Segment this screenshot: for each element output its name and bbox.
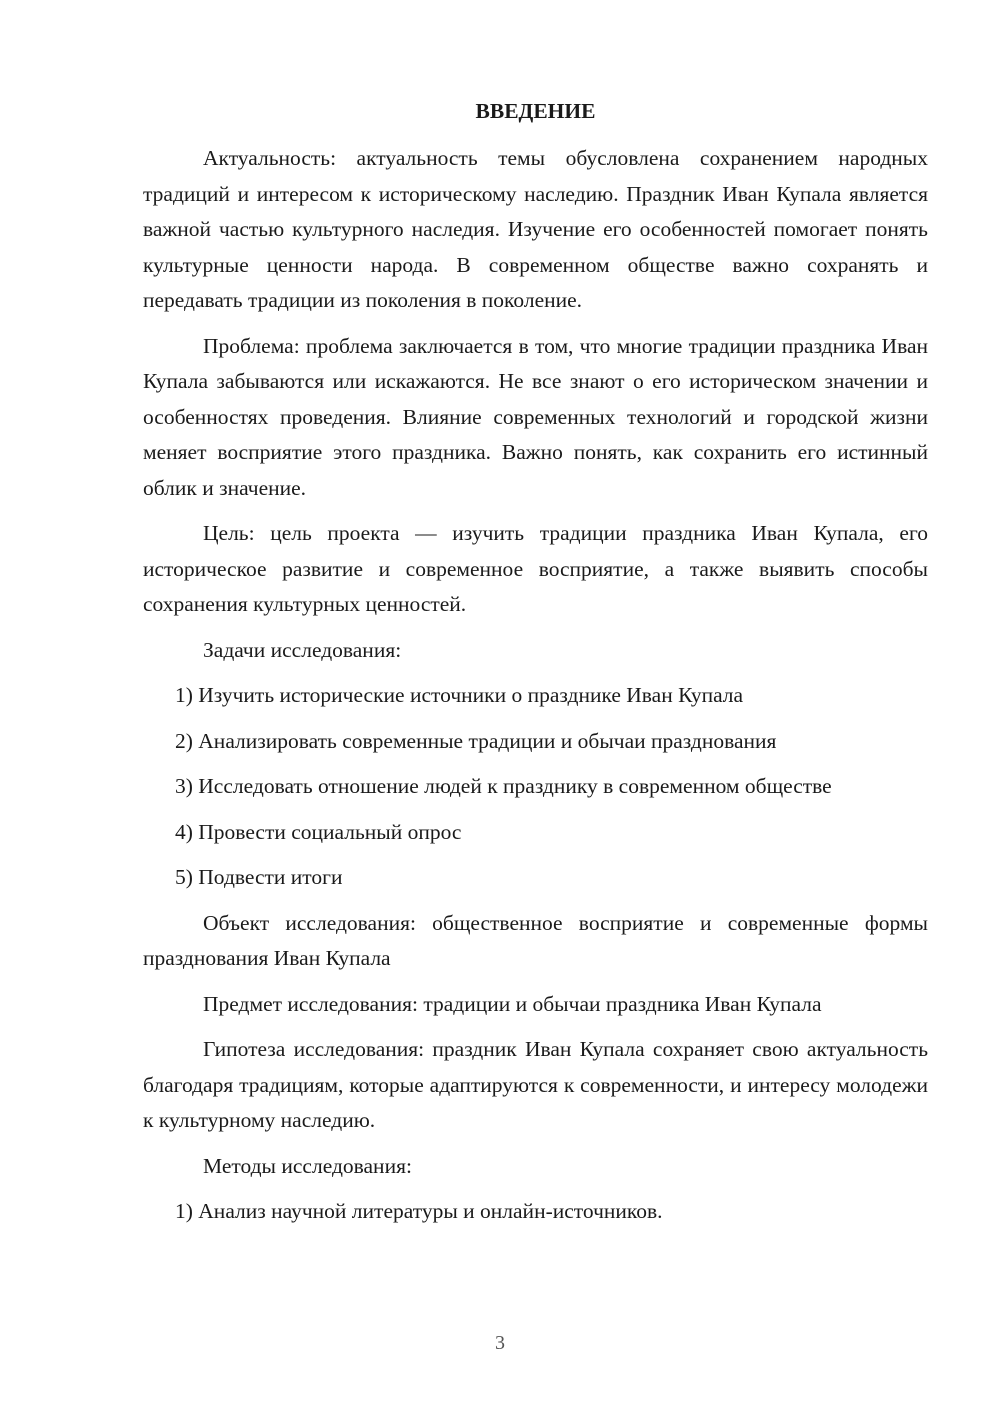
relevance-paragraph: Актуальность: актуальность темы обусловлена сохранением народных традиций и интересом к историческому наследию. Праздник Иван Купала является важной частью культурного наследия. Изучение его особенностей помогает понять культурные ценности народа. В современном обществе важно сохранять и передавать традиции из поколения в поколение. <box>143 146 928 312</box>
goal-paragraph: Цель: цель проекта — изучить традиции праздника Иван Купала, его историческое развитие и современное восприятие, а также выявить способы сохранения культурных ценностей. <box>143 521 928 616</box>
task-item-1: 1) Изучить исторические источники о празднике Иван Купала <box>175 683 744 707</box>
subject-paragraph: Предмет исследования: традиции и обычаи праздника Иван Купала <box>203 991 822 1016</box>
task-item-5: 5) Подвести итоги <box>175 865 343 889</box>
methods-heading: Методы исследования: <box>203 1153 412 1178</box>
section-title: ВВЕДЕНИЕ <box>475 99 596 123</box>
object-paragraph: Объект исследования: общественное восприятие и современные формы празднования Иван Купала <box>143 910 928 970</box>
task-item-3: 3) Исследовать отношение людей к празднику в современном обществе <box>175 774 832 798</box>
task-item-4: 4) Провести социальный опрос <box>175 819 462 844</box>
tasks-heading: Задачи исследования: <box>203 637 402 662</box>
task-item-2: 2) Анализировать современные традиции и обычаи празднования <box>175 728 777 753</box>
page-content <box>143 94 928 1240</box>
method-item-1: 1) Анализ научной литературы и онлайн-источников. <box>175 1199 663 1223</box>
page-number: 3 <box>495 1332 505 1354</box>
problem-paragraph: Проблема: проблема заключается в том, что многие традиции праздника Иван Купала забываются или искажаются. Не все знают о его историческом значении и особенностях проведения. Влияние современных технологий и городской жизни меняет восприятие этого праздника. Важно понять, как сохранить его истинный облик и значение. <box>143 333 928 500</box>
hypothesis-paragraph: Гипотеза исследования: праздник Иван Купала сохраняет свою актуальность благодаря традициям, которые адаптируются к современности, и интересу молодежи к культурному наследию. <box>143 1037 928 1132</box>
